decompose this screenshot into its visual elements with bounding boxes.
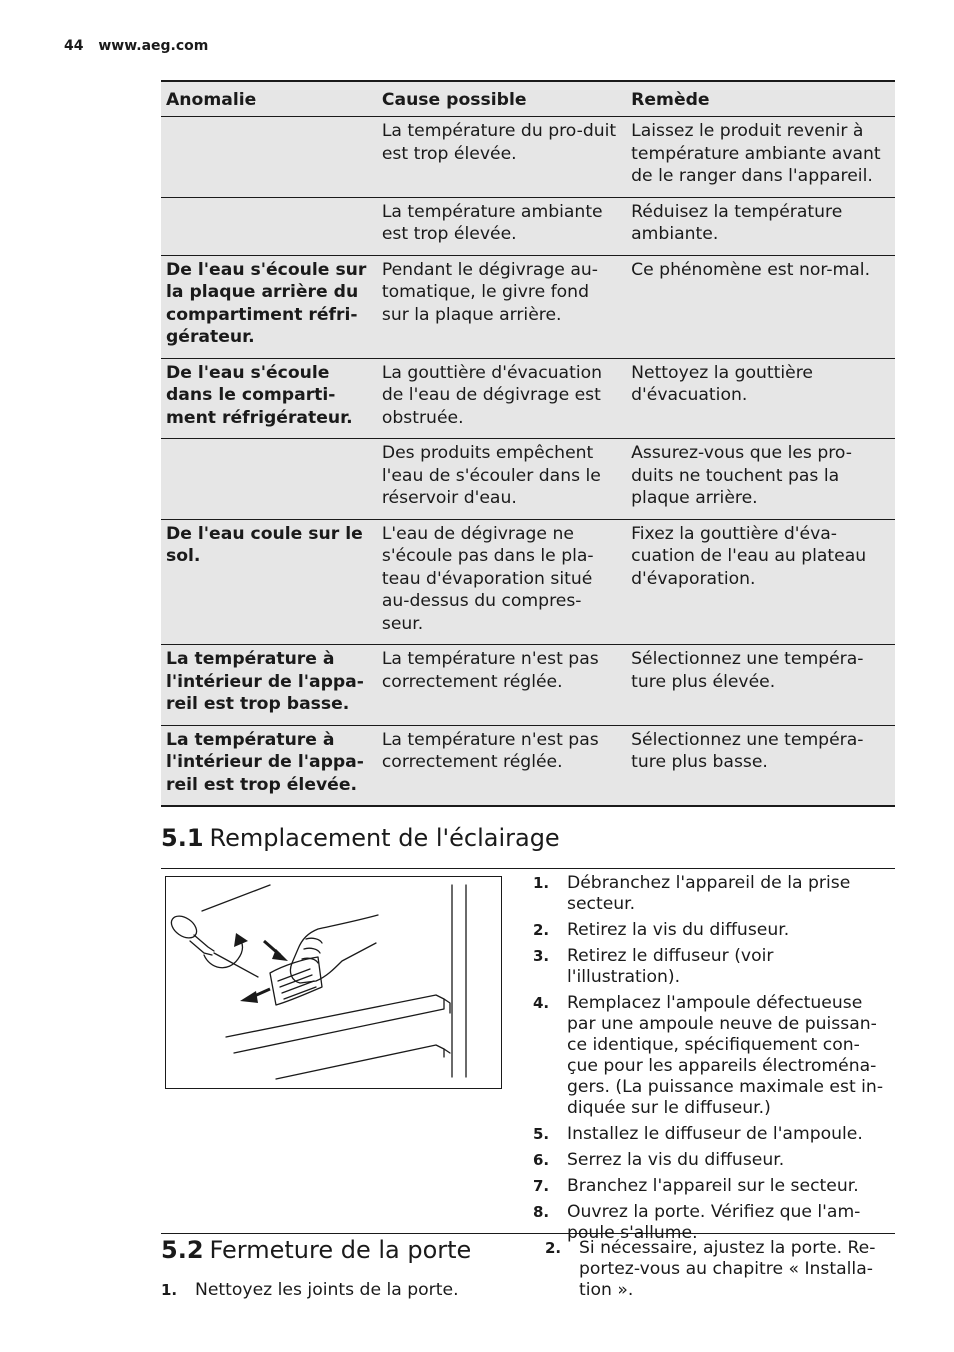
- anomaly-cell: [161, 117, 377, 198]
- remedy-cell: Sélectionnez une tempéra-ture plus élevée.: [626, 645, 895, 726]
- remedy-cell: Fixez la gouttière d'éva-cuation de l'eau au plateau d'évaporation.: [626, 519, 895, 645]
- step-number: 2.: [545, 1239, 562, 1257]
- cause-cell: La température n'est pas correctement réglée.: [377, 725, 626, 806]
- table-row: [161, 255, 895, 358]
- page-number: 44: [64, 38, 84, 54]
- remedy-cell: Sélectionnez une tempéra-ture plus basse.: [626, 725, 895, 806]
- step-text: Si nécessaire, ajustez la porte. Re-portez-vous au chapitre « Installa-tion ».: [579, 1238, 876, 1300]
- section-heading-5-1: [161, 824, 560, 852]
- cause-cell: La température ambiante est trop élevée.: [377, 197, 626, 255]
- step-number: 2.: [533, 921, 550, 939]
- illustration-drawing: [166, 877, 501, 1088]
- list-item: [533, 1150, 888, 1171]
- remedy-cell: Laissez le produit revenir à température ambiante avant de le ranger dans l'appareil.: [626, 117, 895, 198]
- cause-cell: Des produits empêchent l'eau de s'écouler dans le réservoir d'eau.: [377, 439, 626, 520]
- step-text: Retirez la vis du diffuseur.: [567, 920, 790, 940]
- door-steps-list-left: [161, 1280, 501, 1306]
- cause-cell: La température du pro-duit est trop élevée.: [377, 117, 626, 198]
- step-number: 7.: [533, 1177, 550, 1195]
- step-text: Retirez le diffuseur (voir l'illustration).: [567, 946, 774, 987]
- website: www.aeg.com: [98, 38, 209, 54]
- troubleshooting-table: [161, 80, 895, 807]
- step-text: Serrez la vis du diffuseur.: [567, 1150, 785, 1170]
- table-row: [161, 197, 895, 255]
- table-header-row: [161, 81, 895, 117]
- remedy-cell: Réduisez la température ambiante.: [626, 197, 895, 255]
- column-header-anomaly: Anomalie: [161, 81, 377, 117]
- lighting-steps-list: [533, 873, 888, 1249]
- remedy-cell: Assurez-vous que les pro-duits ne touchent pas la plaque arrière.: [626, 439, 895, 520]
- remedy-cell: Nettoyez la gouttière d'évacuation.: [626, 358, 895, 439]
- table-row: [161, 358, 895, 439]
- table-row: [161, 117, 895, 198]
- step-text: Branchez l'appareil sur le secteur.: [567, 1176, 859, 1196]
- step-number: 4.: [533, 994, 550, 1012]
- door-steps-list-right: [545, 1238, 880, 1306]
- page-header: [64, 38, 208, 54]
- table-row: [161, 519, 895, 645]
- section-number: 5.2: [161, 1236, 204, 1264]
- table-row: [161, 439, 895, 520]
- section-divider: [161, 1233, 895, 1234]
- table-row: [161, 645, 895, 726]
- anomaly-cell: La température à l'intérieur de l'appa-reil est trop élevée.: [161, 725, 377, 806]
- list-item: [533, 1124, 888, 1145]
- bulb-replacement-illustration: [165, 876, 502, 1089]
- list-item: [161, 1280, 501, 1301]
- cause-cell: La gouttière d'évacuation de l'eau de dégivrage est obstruée.: [377, 358, 626, 439]
- remedy-cell: Ce phénomène est nor-mal.: [626, 255, 895, 358]
- cause-cell: L'eau de dégivrage ne s'écoule pas dans le pla-teau d'évaporation situé au-dessus du compres-seur.: [377, 519, 626, 645]
- step-text: Remplacez l'ampoule défectueuse par une ampoule neuve de puissan-ce identique, spécifiquement con-çue pour les appareils électroména-gers. (La puissance maximale est in-diquée sur le diffuseur.): [567, 993, 884, 1118]
- anomaly-cell: [161, 439, 377, 520]
- cause-cell: Pendant le dégivrage au-tomatique, le givre fond sur la plaque arrière.: [377, 255, 626, 358]
- column-header-remedy: Remède: [626, 81, 895, 117]
- step-text: Ouvrez la porte. Vérifiez que l'am-poule s'allume.: [567, 1202, 861, 1243]
- list-item: [533, 873, 888, 915]
- anomaly-cell: De l'eau s'écoule sur la plaque arrière du compartiment réfri-gérateur.: [161, 255, 377, 358]
- anomaly-cell: [161, 197, 377, 255]
- section-number: 5.1: [161, 824, 204, 852]
- column-header-cause: Cause possible: [377, 81, 626, 117]
- step-number: 6.: [533, 1151, 550, 1169]
- list-item: [533, 920, 888, 941]
- list-item: [533, 946, 888, 988]
- step-number: 8.: [533, 1203, 550, 1221]
- anomaly-cell: De l'eau s'écoule dans le comparti-ment réfrigérateur.: [161, 358, 377, 439]
- step-number: 1.: [533, 874, 550, 892]
- list-item: [533, 993, 888, 1119]
- section-divider: [161, 868, 895, 869]
- cause-cell: La température n'est pas correctement réglée.: [377, 645, 626, 726]
- step-text: Installez le diffuseur de l'ampoule.: [567, 1124, 863, 1144]
- table-row: [161, 725, 895, 806]
- step-number: 3.: [533, 947, 550, 965]
- step-number: 1.: [161, 1281, 178, 1299]
- section-title: Fermeture de la porte: [209, 1236, 472, 1264]
- anomaly-cell: De l'eau coule sur le sol.: [161, 519, 377, 645]
- step-text: Nettoyez les joints de la porte.: [195, 1280, 459, 1300]
- anomaly-cell: La température à l'intérieur de l'appa-reil est trop basse.: [161, 645, 377, 726]
- section-heading-5-2: [161, 1236, 471, 1264]
- section-title: Remplacement de l'éclairage: [209, 824, 560, 852]
- list-item: [533, 1176, 888, 1197]
- step-text: Débranchez l'appareil de la prise secteur.: [567, 873, 851, 914]
- step-number: 5.: [533, 1125, 550, 1143]
- list-item: [545, 1238, 880, 1301]
